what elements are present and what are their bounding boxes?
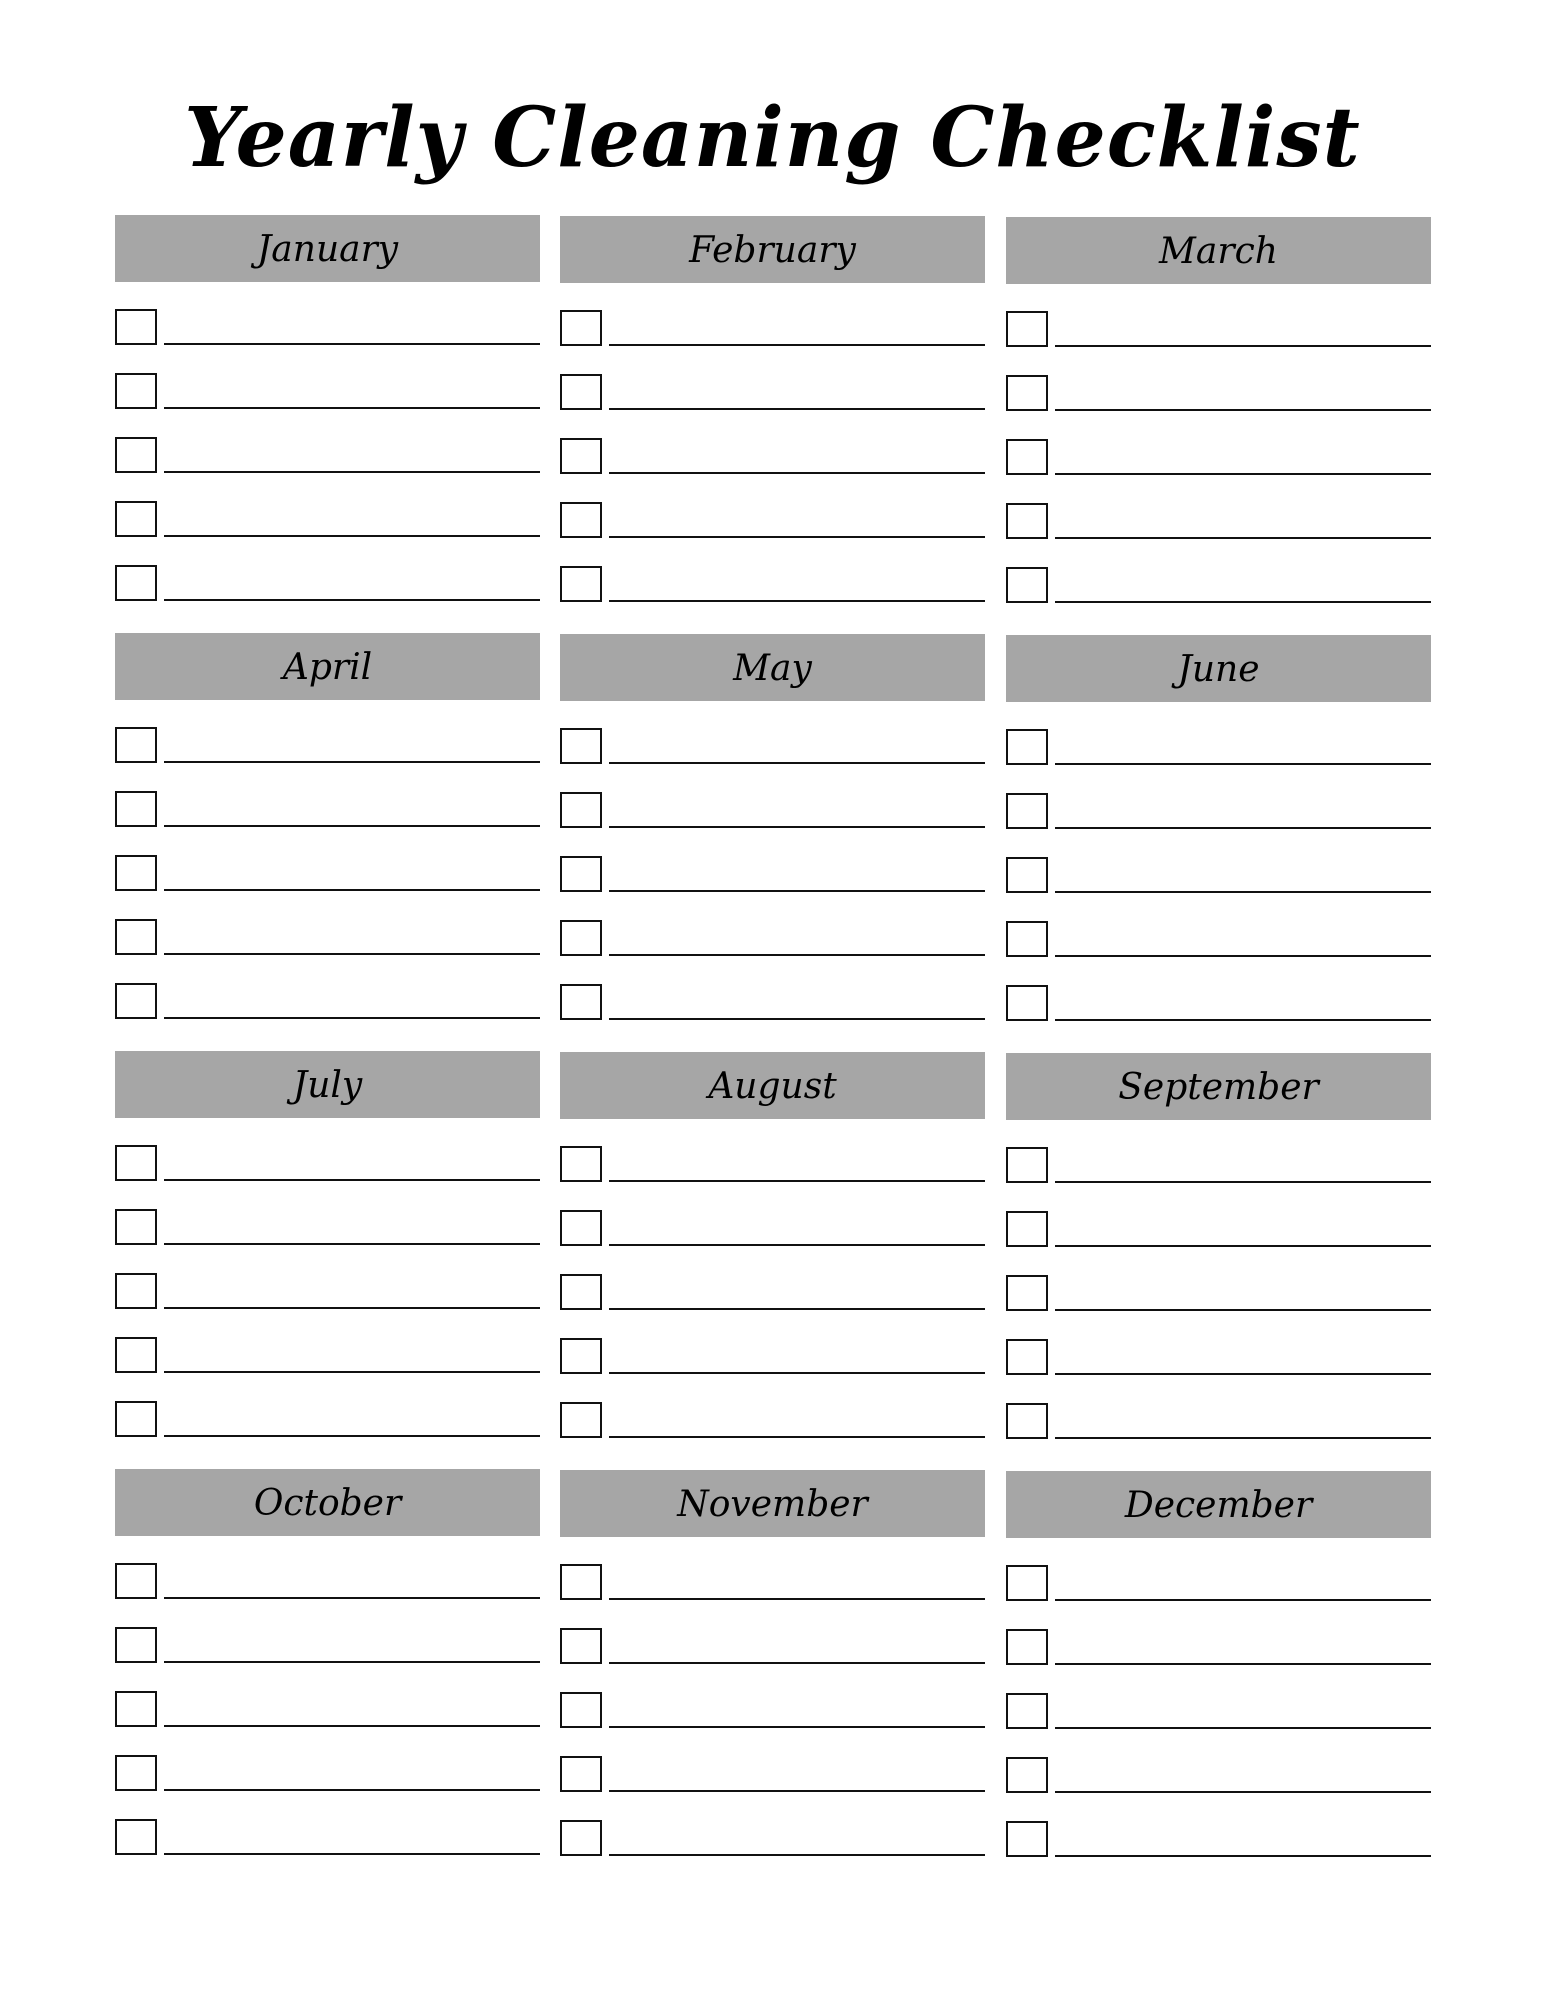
task-line[interactable]: [609, 1372, 985, 1374]
month-header: [115, 1051, 540, 1118]
task-line[interactable]: [1055, 473, 1431, 475]
task-line[interactable]: [164, 1435, 540, 1437]
month-label: October: [253, 1482, 402, 1524]
checklist-row: [1006, 1275, 1431, 1315]
task-line[interactable]: [1055, 1437, 1431, 1439]
checklist-row: [560, 566, 985, 606]
checkbox[interactable]: [115, 1145, 157, 1181]
task-line[interactable]: [1055, 345, 1431, 347]
checkbox[interactable]: [1006, 1339, 1048, 1375]
checkbox[interactable]: [115, 1273, 157, 1309]
checklist-row: [115, 791, 540, 831]
month-label: November: [677, 1483, 868, 1525]
checklist-row: [1006, 729, 1431, 769]
checkbox[interactable]: [1006, 1629, 1048, 1665]
checkbox[interactable]: [1006, 985, 1048, 1021]
checkbox[interactable]: [1006, 1757, 1048, 1793]
month-label: April: [282, 646, 373, 688]
checkbox[interactable]: [1006, 1821, 1048, 1857]
checklist-row: [560, 1756, 985, 1796]
checklist-row: [1006, 1693, 1431, 1733]
task-line[interactable]: [1055, 1309, 1431, 1311]
checklist-row: [115, 501, 540, 541]
task-line[interactable]: [609, 1790, 985, 1792]
checkbox[interactable]: [560, 1338, 602, 1374]
checklist-row: [115, 727, 540, 767]
checkbox[interactable]: [560, 566, 602, 602]
task-line[interactable]: [609, 536, 985, 538]
task-line[interactable]: [1055, 1019, 1431, 1021]
task-line[interactable]: [1055, 409, 1431, 411]
checklist-row: [115, 1627, 540, 1667]
checkbox[interactable]: [115, 1401, 157, 1437]
task-line[interactable]: [164, 1371, 540, 1373]
task-line[interactable]: [609, 826, 985, 828]
checkbox[interactable]: [560, 502, 602, 538]
task-line[interactable]: [164, 889, 540, 891]
task-line[interactable]: [164, 471, 540, 473]
month-label: May: [733, 647, 812, 689]
checkbox[interactable]: [560, 310, 602, 346]
task-line[interactable]: [609, 1854, 985, 1856]
checkbox[interactable]: [1006, 1565, 1048, 1601]
task-line[interactable]: [1055, 1181, 1431, 1183]
checklist-row: [1006, 567, 1431, 607]
checkbox[interactable]: [1006, 857, 1048, 893]
checkbox[interactable]: [560, 1274, 602, 1310]
checklist-row: [560, 1564, 985, 1604]
checkbox[interactable]: [1006, 1693, 1048, 1729]
checkbox[interactable]: [115, 727, 157, 763]
month-header: [1006, 1471, 1431, 1538]
checkbox[interactable]: [115, 1563, 157, 1599]
checklist-row: [115, 565, 540, 605]
checklist-row: [560, 984, 985, 1024]
checkbox[interactable]: [115, 791, 157, 827]
month-header: [560, 634, 985, 701]
checklist-row: [1006, 985, 1431, 1025]
checklist-row: [115, 309, 540, 349]
checkbox[interactable]: [560, 920, 602, 956]
task-line[interactable]: [164, 1661, 540, 1663]
checkbox[interactable]: [115, 1819, 157, 1855]
checklist-row: [560, 374, 985, 414]
task-line[interactable]: [609, 600, 985, 602]
task-line[interactable]: [609, 1436, 985, 1438]
checkbox[interactable]: [560, 1146, 602, 1182]
month-label: March: [1159, 230, 1278, 272]
checkbox[interactable]: [560, 1692, 602, 1728]
page-title: Yearly Cleaning Checklist: [184, 90, 1361, 186]
checkbox[interactable]: [560, 1756, 602, 1792]
checkbox[interactable]: [560, 1210, 602, 1246]
checkbox[interactable]: [1006, 567, 1048, 603]
task-line[interactable]: [164, 599, 540, 601]
checklist-row: [560, 502, 985, 542]
task-line[interactable]: [164, 1597, 540, 1599]
checkbox[interactable]: [115, 1337, 157, 1373]
checklist-row: [115, 855, 540, 895]
checklist-row: [115, 1691, 540, 1731]
checkbox[interactable]: [560, 1628, 602, 1664]
task-line[interactable]: [164, 1725, 540, 1727]
checklist-row: [560, 1274, 985, 1314]
task-line[interactable]: [1055, 1663, 1431, 1665]
task-line[interactable]: [609, 1662, 985, 1664]
checklist-row: [115, 983, 540, 1023]
checklist-row: [115, 1209, 540, 1249]
task-line[interactable]: [609, 1180, 985, 1182]
checklist-row: [1006, 1403, 1431, 1443]
task-line[interactable]: [609, 344, 985, 346]
month-header: [560, 1470, 985, 1537]
checkbox[interactable]: [115, 983, 157, 1019]
checkbox[interactable]: [560, 438, 602, 474]
task-line[interactable]: [164, 1789, 540, 1791]
task-line[interactable]: [1055, 537, 1431, 539]
task-line[interactable]: [1055, 1245, 1431, 1247]
checklist-row: [115, 437, 540, 477]
checklist-row: [1006, 1339, 1431, 1379]
task-line[interactable]: [1055, 1855, 1431, 1857]
task-line[interactable]: [164, 1853, 540, 1855]
checklist-row: [560, 438, 985, 478]
month-label: December: [1124, 1484, 1313, 1526]
checklist-row: [1006, 1565, 1431, 1605]
checklist-row: [1006, 311, 1431, 351]
task-line[interactable]: [164, 535, 540, 537]
task-line[interactable]: [1055, 1791, 1431, 1793]
month-label: February: [689, 229, 856, 271]
task-line[interactable]: [609, 954, 985, 956]
checklist-row: [1006, 857, 1431, 897]
checkbox[interactable]: [115, 501, 157, 537]
checkbox[interactable]: [560, 1402, 602, 1438]
month-header: [115, 633, 540, 700]
checkbox[interactable]: [115, 1209, 157, 1245]
checkbox[interactable]: [1006, 1275, 1048, 1311]
checklist-row: [115, 1819, 540, 1859]
checkbox[interactable]: [115, 1755, 157, 1791]
month-label: September: [1118, 1066, 1319, 1108]
checklist-row: [1006, 793, 1431, 833]
checkbox[interactable]: [1006, 439, 1048, 475]
month-label: July: [292, 1064, 363, 1106]
checkbox[interactable]: [115, 309, 157, 345]
checklist-row: [560, 920, 985, 960]
checkbox[interactable]: [560, 856, 602, 892]
checkbox[interactable]: [560, 1564, 602, 1600]
task-line[interactable]: [609, 1308, 985, 1310]
task-line[interactable]: [164, 407, 540, 409]
checkbox[interactable]: [560, 728, 602, 764]
task-line[interactable]: [1055, 827, 1431, 829]
checkbox[interactable]: [1006, 1147, 1048, 1183]
checkbox[interactable]: [115, 855, 157, 891]
month-header: [115, 215, 540, 282]
checkbox[interactable]: [1006, 729, 1048, 765]
task-line[interactable]: [164, 343, 540, 345]
task-line[interactable]: [164, 1307, 540, 1309]
checkbox[interactable]: [115, 437, 157, 473]
checkbox[interactable]: [115, 1691, 157, 1727]
checkbox[interactable]: [560, 374, 602, 410]
task-line[interactable]: [609, 762, 985, 764]
checklist-row: [1006, 1211, 1431, 1251]
checkbox[interactable]: [115, 919, 157, 955]
task-line[interactable]: [1055, 891, 1431, 893]
checklist-row: [560, 1692, 985, 1732]
task-line[interactable]: [1055, 763, 1431, 765]
task-line[interactable]: [164, 1243, 540, 1245]
month-label: August: [708, 1065, 837, 1107]
checklist-row: [115, 1337, 540, 1377]
month-header: [1006, 635, 1431, 702]
checklist-row: [1006, 1147, 1431, 1187]
checkbox[interactable]: [115, 373, 157, 409]
checklist-row: [115, 1273, 540, 1313]
checklist-row: [1006, 1629, 1431, 1669]
task-line[interactable]: [609, 408, 985, 410]
checklist-row: [560, 1628, 985, 1668]
checkbox[interactable]: [1006, 1211, 1048, 1247]
checkbox[interactable]: [1006, 793, 1048, 829]
checklist-row: [1006, 375, 1431, 415]
task-line[interactable]: [164, 825, 540, 827]
checklist-row: [560, 728, 985, 768]
checklist-row: [560, 1210, 985, 1250]
checklist-row: [115, 919, 540, 959]
checklist-row: [1006, 503, 1431, 543]
checklist-row: [1006, 1821, 1431, 1861]
task-line[interactable]: [609, 1598, 985, 1600]
month-header: [1006, 1053, 1431, 1120]
checkbox[interactable]: [115, 1627, 157, 1663]
month-label: January: [256, 228, 399, 270]
task-line[interactable]: [609, 472, 985, 474]
checkbox[interactable]: [1006, 375, 1048, 411]
task-line[interactable]: [164, 1179, 540, 1181]
month-header: [560, 216, 985, 283]
checklist-row: [560, 1820, 985, 1860]
task-line[interactable]: [164, 953, 540, 955]
checkbox[interactable]: [1006, 503, 1048, 539]
checklist-row: [560, 1402, 985, 1442]
checkbox[interactable]: [115, 565, 157, 601]
month-label: June: [1177, 648, 1260, 690]
checklist-row: [560, 1338, 985, 1378]
task-line[interactable]: [609, 1726, 985, 1728]
checklist-row: [1006, 1757, 1431, 1797]
task-line[interactable]: [1055, 1727, 1431, 1729]
checkbox[interactable]: [560, 984, 602, 1020]
checklist-row: [1006, 439, 1431, 479]
month-header: [560, 1052, 985, 1119]
checklist-row: [560, 856, 985, 896]
checklist-row: [115, 1563, 540, 1603]
checklist-row: [560, 792, 985, 832]
checkbox[interactable]: [560, 792, 602, 828]
task-line[interactable]: [1055, 1599, 1431, 1601]
checklist-row: [560, 310, 985, 350]
task-line[interactable]: [164, 761, 540, 763]
task-line[interactable]: [609, 1018, 985, 1020]
checkbox[interactable]: [1006, 311, 1048, 347]
checkbox[interactable]: [1006, 921, 1048, 957]
checklist-row: [1006, 921, 1431, 961]
month-header: [115, 1469, 540, 1536]
checklist-row: [115, 1145, 540, 1185]
task-line[interactable]: [1055, 601, 1431, 603]
task-line[interactable]: [164, 1017, 540, 1019]
checklist-row: [115, 373, 540, 413]
task-line[interactable]: [609, 1244, 985, 1246]
task-line[interactable]: [609, 890, 985, 892]
checkbox[interactable]: [560, 1820, 602, 1856]
checklist-row: [115, 1401, 540, 1441]
checklist-row: [560, 1146, 985, 1186]
month-header: [1006, 217, 1431, 284]
checklist-row: [115, 1755, 540, 1795]
task-line[interactable]: [1055, 955, 1431, 957]
task-line[interactable]: [1055, 1373, 1431, 1375]
checkbox[interactable]: [1006, 1403, 1048, 1439]
